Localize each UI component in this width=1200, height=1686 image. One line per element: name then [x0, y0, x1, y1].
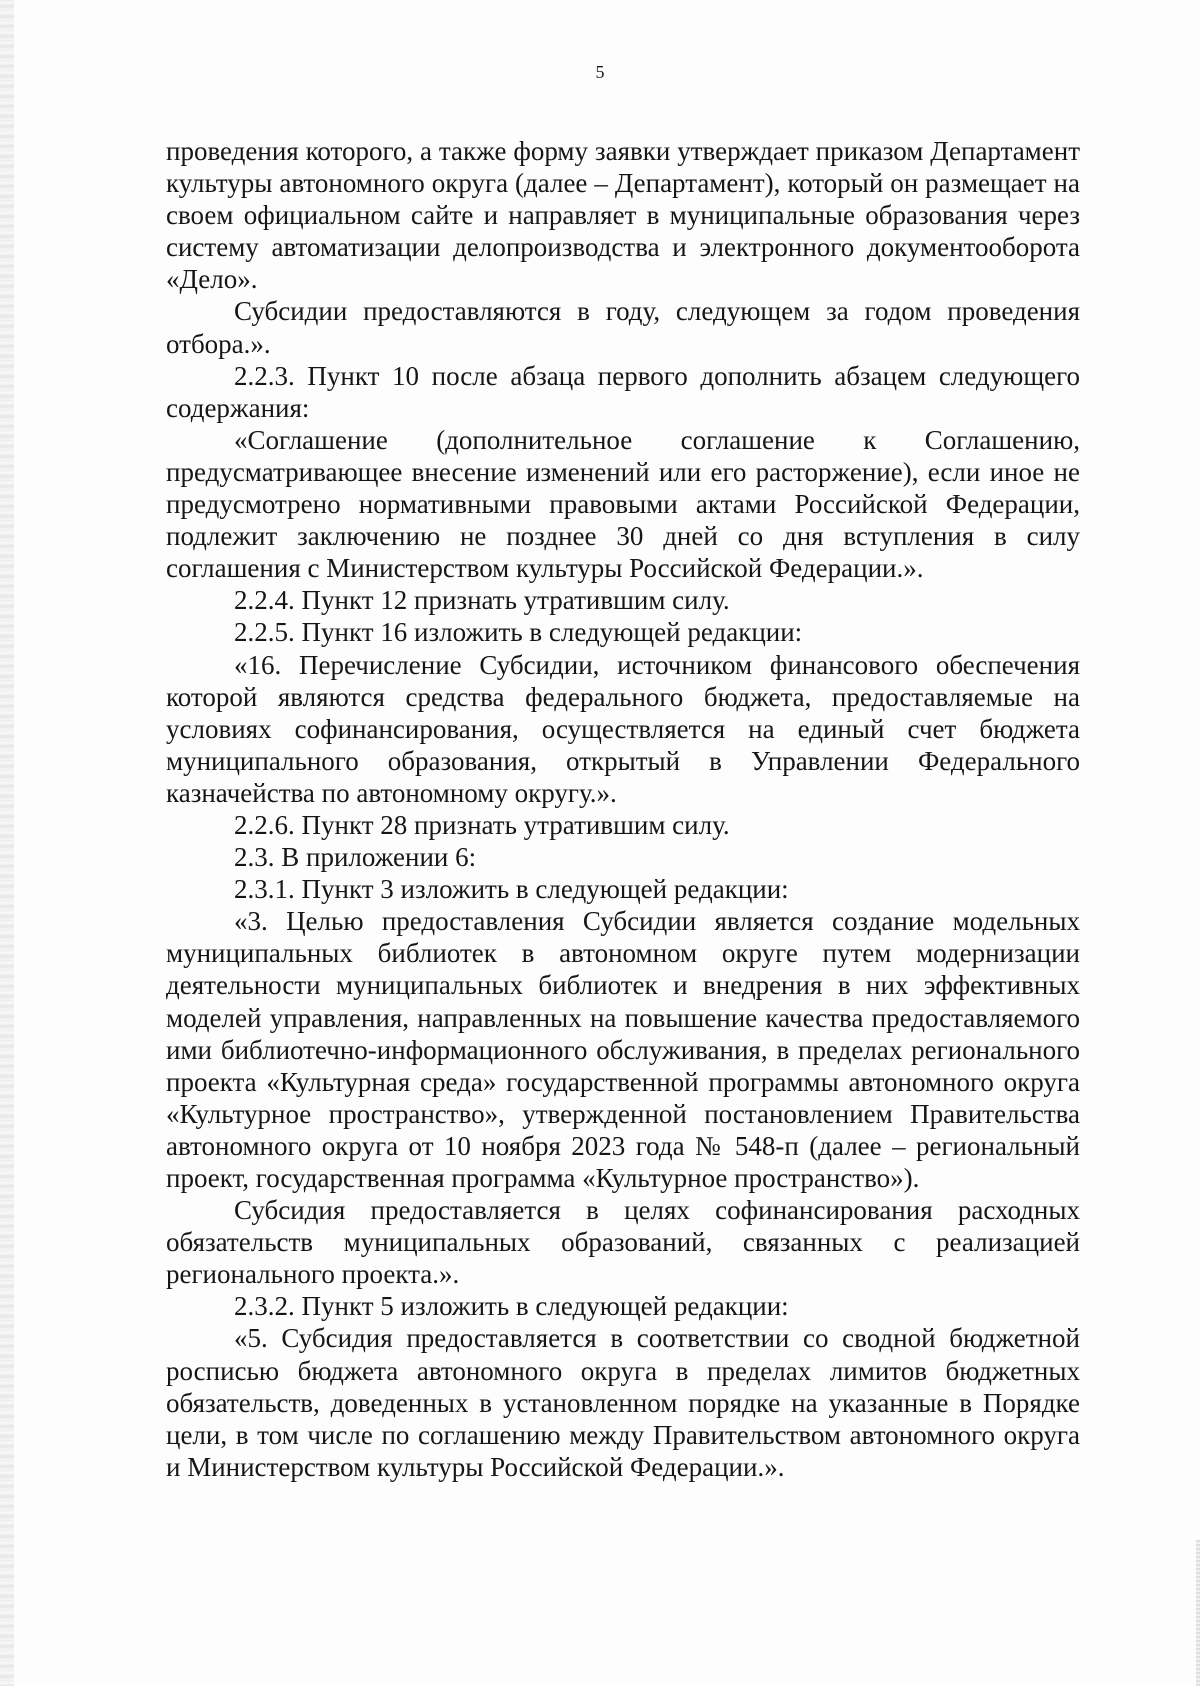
- paragraph-item-3-quote: «3. Целью предоставления Субсидии является создание модельных муниципальных библиотек в автономном округе путем модернизации деятельности муниципальных библиотек и внедрения в них эффективных моделей управления, направленных на повышение качества предоставляемого ими библиотечно-информационного обслуживания, в пределах регионального проекта «Культурная среда» государственной программы автономного округа «Культурное пространство», утвержденной постановлением Правительства автономного округа от 10 ноября 2023 года № 548-п (далее – региональный проект, государственная программа «Культурное пространство»).: [166, 906, 1080, 1193]
- paragraph-2-2-4: 2.2.4. Пункт 12 признать утратившим силу.: [234, 585, 730, 616]
- paragraph-2-3-1: 2.3.1. Пункт 3 изложить в следующей редакции:: [234, 874, 789, 905]
- paragraph-2-2-3: 2.2.3. Пункт 10 после абзаца первого дополнить абзацем следующего содержания:: [166, 360, 1080, 423]
- paragraph-item-16-quote: «16. Перечисление Субсидии, источником финансового обеспечения которой являются средства федерального бюджета, предоставляемые на условиях софинансирования, осуществляется на единый счет бюджета муниципального образования, открытый в Управлении Федерального казначейства по автономному округу.».: [166, 649, 1080, 808]
- scan-edge-right: [1196, 1540, 1200, 1686]
- paragraph-2-2-6: 2.2.6. Пункт 28 признать утратившим силу.: [234, 809, 730, 840]
- paragraph-item-5-quote: «5. Субсидия предоставляется в соответствии со сводной бюджетной росписью бюджета автономного округа в пределах лимитов бюджетных обязательств, доведенных в установленном порядке на указанные в Порядке цели, в том числе по соглашению между Правительством автономного округа и Министерством культуры Российской Федерации.».: [166, 1323, 1080, 1482]
- paragraph-2-3-2: 2.3.2. Пункт 5 изложить в следующей редакции:: [234, 1291, 789, 1322]
- scan-edge-left: [0, 0, 14, 1686]
- paragraph-subsidy-year: Субсидии предоставляются в году, следующем за годом проведения отбора.».: [166, 296, 1080, 359]
- paragraph-2-2-5: 2.2.5. Пункт 16 изложить в следующей редакции:: [234, 617, 803, 648]
- paragraph-2-3: 2.3. В приложении 6:: [234, 842, 477, 873]
- paragraph-agreement-quote: «Соглашение (дополнительное соглашение к Соглашению, предусматривающее внесение изменений или его расторжение), если иное не предусмотрено нормативными правовыми актами Российской Федерации, подлежит заключению не позднее 30 дней со дня вступления в силу соглашения с Министерством культуры Российской Федерации.».: [166, 424, 1080, 584]
- document-body: [166, 135, 1080, 1483]
- page-number: 5: [595, 62, 605, 82]
- paragraph-cofinancing: Субсидия предоставляется в целях софинансирования расходных обязательств муниципальных образований, связанных с реализацией регионального проекта.».: [166, 1195, 1080, 1290]
- paragraph-continuation: проведения которого, а также форму заявки утверждает приказом Департамент культуры автономного округа (далее – Департамент), который он размещает на своем официальном сайте и направляет в муниципальные образования через систему автоматизации делопроизводства и электронного документооборота «Дело».: [166, 136, 1080, 295]
